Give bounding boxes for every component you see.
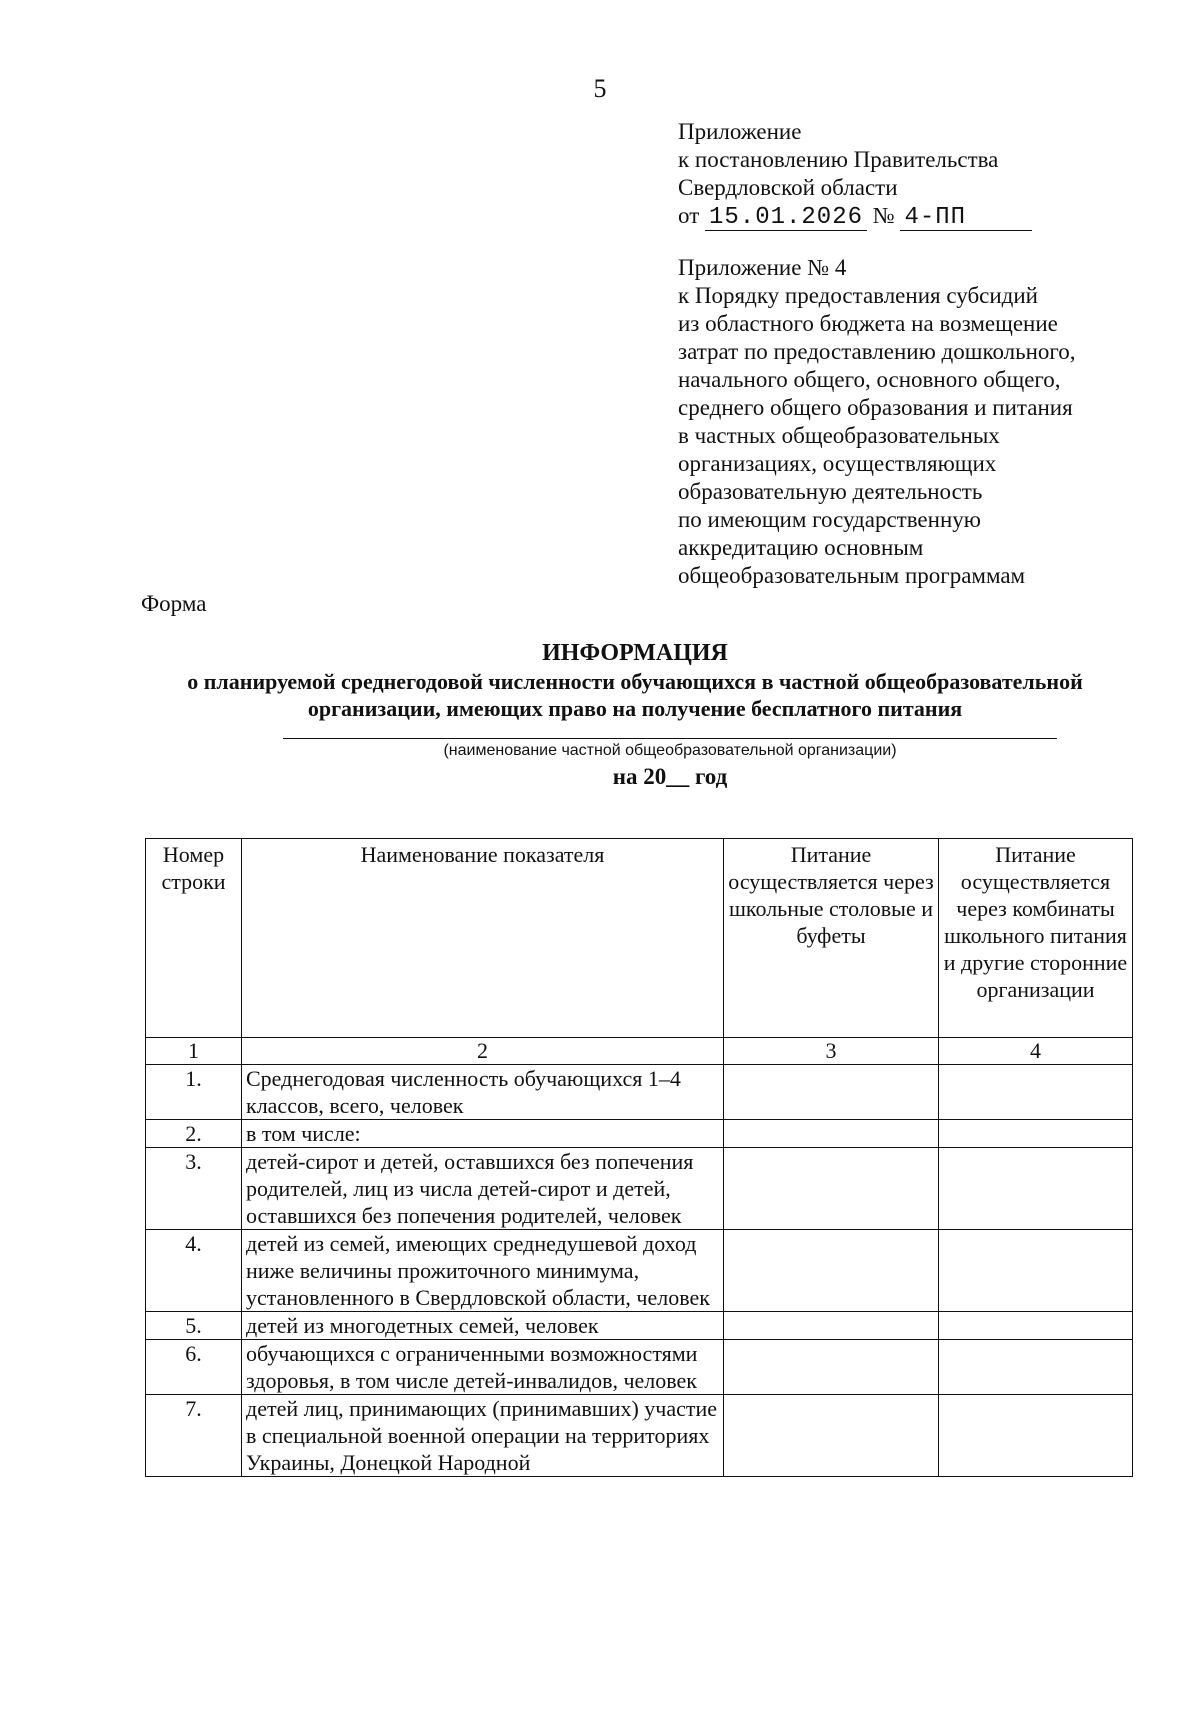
date-prefix: от bbox=[678, 203, 700, 228]
column-number: 1 bbox=[146, 1038, 242, 1065]
row-number: 7. bbox=[146, 1395, 242, 1477]
header-row-number: Номер строки bbox=[146, 839, 242, 1038]
page-number: 5 bbox=[593, 74, 607, 103]
document-subtitle bbox=[120, 668, 1150, 722]
row-value-external[interactable] bbox=[939, 1395, 1133, 1477]
appendix-4-line: аккредитацию основным bbox=[678, 535, 924, 560]
subtitle-line: о планируемой среднегодовой численности обучающихся в частной общеобразовательной bbox=[187, 669, 1083, 694]
header-indicator-name: Наименование показателя bbox=[242, 839, 724, 1038]
year-line: на 20__ год bbox=[612, 764, 728, 789]
appendix-4-line: Приложение № 4 bbox=[678, 255, 847, 280]
table-row bbox=[146, 1340, 1133, 1395]
appendix-4-line: в частных общеобразовательных bbox=[678, 423, 1000, 448]
row-value-external[interactable] bbox=[939, 1065, 1133, 1120]
appendix-4-line: начального общего, основного общего, bbox=[678, 367, 1061, 392]
org-name-caption: (наименование частной общеобразовательной организации) bbox=[443, 742, 897, 759]
org-name-field-line bbox=[283, 738, 1057, 739]
column-number-row bbox=[146, 1038, 1133, 1065]
appendix-date-line bbox=[678, 202, 1032, 231]
row-number: 5. bbox=[146, 1312, 242, 1340]
row-value-canteens[interactable] bbox=[724, 1120, 939, 1148]
header-school-canteens: Питание осуществляется через школьные столовые и буфеты bbox=[724, 839, 939, 1038]
indicators-table bbox=[145, 838, 1133, 1477]
resolution-number: 4-ПП bbox=[900, 205, 1032, 231]
form-label: Форма bbox=[141, 591, 207, 616]
column-number: 4 bbox=[939, 1038, 1133, 1065]
row-number: 4. bbox=[146, 1230, 242, 1312]
appendix-4-header bbox=[678, 254, 1076, 590]
column-number: 2 bbox=[242, 1038, 724, 1065]
row-value-external[interactable] bbox=[939, 1148, 1133, 1230]
subtitle-line: организации, имеющих право на получение бесплатного питания bbox=[307, 696, 963, 721]
header-external-organizations: Питание осуществляется через комбинаты школьного питания и другие сторонние организации bbox=[939, 839, 1133, 1038]
row-value-canteens[interactable] bbox=[724, 1148, 939, 1230]
table-row bbox=[146, 1312, 1133, 1340]
row-number: 6. bbox=[146, 1340, 242, 1395]
column-number: 3 bbox=[724, 1038, 939, 1065]
row-value-canteens[interactable] bbox=[724, 1312, 939, 1340]
row-value-canteens[interactable] bbox=[724, 1230, 939, 1312]
table-row bbox=[146, 1148, 1133, 1230]
appendix-line: к постановлению Правительства bbox=[678, 147, 999, 172]
row-value-canteens[interactable] bbox=[724, 1340, 939, 1395]
appendix-4-line: по имеющим государственную bbox=[678, 507, 981, 532]
table-row bbox=[146, 1065, 1133, 1120]
row-value-canteens[interactable] bbox=[724, 1395, 939, 1477]
appendix-4-line: затрат по предоставлению дошкольного, bbox=[678, 339, 1076, 364]
row-number: 3. bbox=[146, 1148, 242, 1230]
table-row bbox=[146, 1120, 1133, 1148]
row-number: 1. bbox=[146, 1065, 242, 1120]
row-value-external[interactable] bbox=[939, 1312, 1133, 1340]
row-indicator: детей-сирот и детей, оставшихся без попечения родителей, лиц из числа детей-сирот и детей, оставшихся без попечения родителей, человек bbox=[242, 1148, 724, 1230]
number-prefix: № bbox=[872, 203, 895, 228]
appendix-4-line: из областного бюджета на возмещение bbox=[678, 311, 1058, 336]
row-value-external[interactable] bbox=[939, 1230, 1133, 1312]
table-row bbox=[146, 1395, 1133, 1477]
appendix-4-line: образовательную деятельность bbox=[678, 479, 983, 504]
appendix-header bbox=[678, 118, 1032, 231]
appendix-4-line: среднего общего образования и питания bbox=[678, 395, 1073, 420]
table-header-row bbox=[146, 839, 1133, 1038]
table-row bbox=[146, 1230, 1133, 1312]
row-indicator: обучающихся с ограниченными возможностями здоровья, в том числе детей-инвалидов, человек bbox=[242, 1340, 724, 1395]
row-indicator: детей из семей, имеющих среднедушевой доход ниже величины прожиточного минимума, установленного в Свердловской области, человек bbox=[242, 1230, 724, 1312]
row-value-canteens[interactable] bbox=[724, 1065, 939, 1120]
appendix-line: Приложение bbox=[678, 119, 802, 144]
row-value-external[interactable] bbox=[939, 1120, 1133, 1148]
row-indicator: в том числе: bbox=[242, 1120, 724, 1148]
row-value-external[interactable] bbox=[939, 1340, 1133, 1395]
appendix-4-line: общеобразовательным программам bbox=[678, 563, 1026, 588]
resolution-date: 15.01.2026 bbox=[705, 205, 867, 231]
appendix-line: Свердловской области bbox=[678, 175, 898, 200]
row-indicator: детей из многодетных семей, человек bbox=[242, 1312, 724, 1340]
appendix-4-line: к Порядку предоставления субсидий bbox=[678, 283, 1038, 308]
row-indicator: Среднегодовая численность обучающихся 1–4 классов, всего, человек bbox=[242, 1065, 724, 1120]
document-title: ИНФОРМАЦИЯ bbox=[542, 640, 728, 666]
row-number: 2. bbox=[146, 1120, 242, 1148]
row-indicator: детей лиц, принимающих (принимавших) участие в специальной военной операции на территориях Украины, Донецкой Народной bbox=[242, 1395, 724, 1477]
appendix-4-line: организациях, осуществляющих bbox=[678, 451, 997, 476]
